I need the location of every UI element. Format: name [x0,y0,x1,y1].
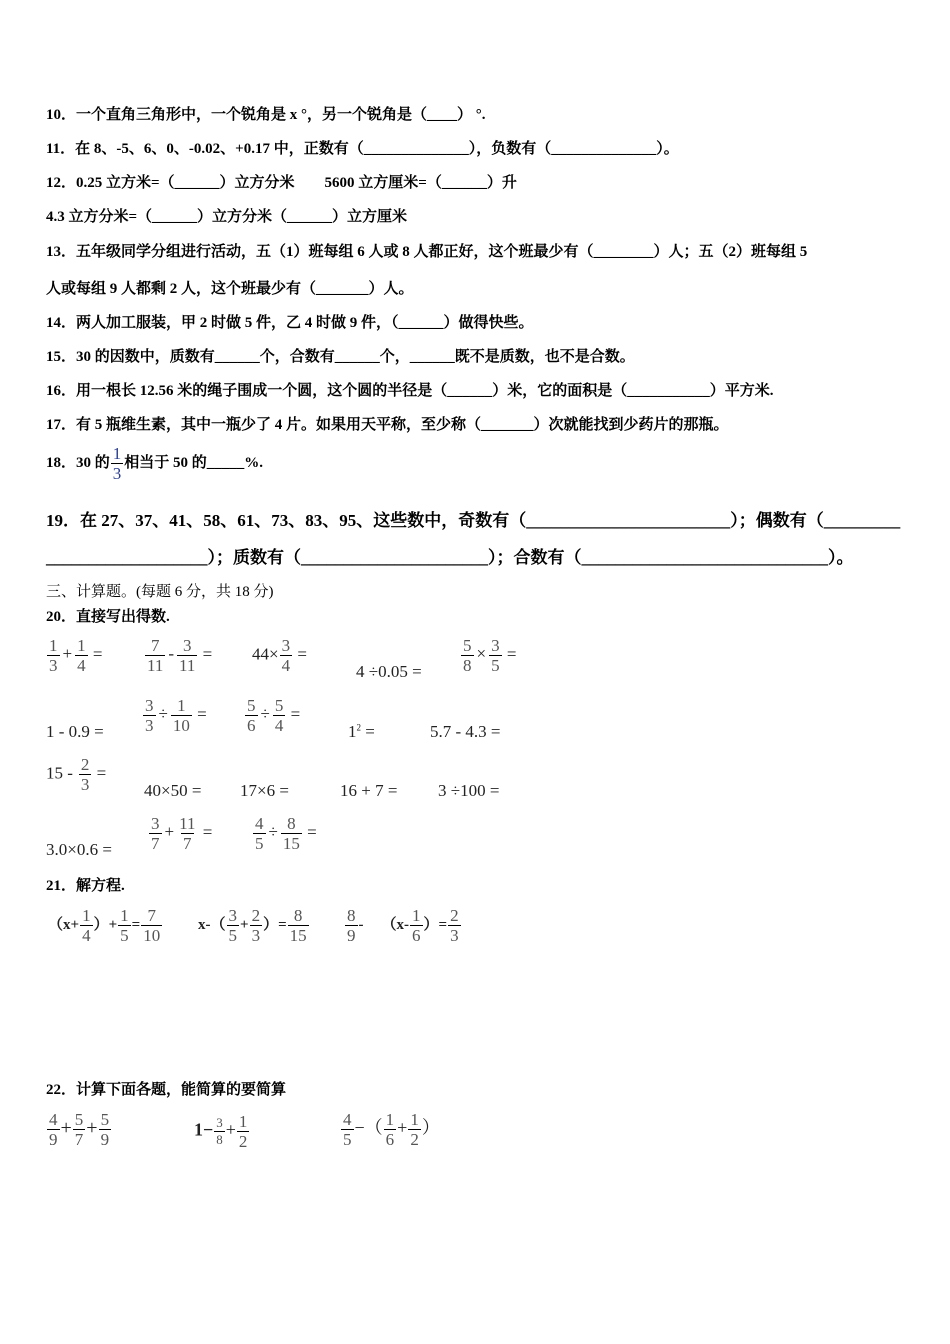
q21-equation-2: x-（ $\frac{3}{5}$ + $\frac{2}{3}$ ）= $\frac{8}{15}$ [198,906,307,945]
question-14: 14．两人加工服装，甲 2 时做 5 件，乙 4 时做 9 件，（______）做得快些。 [46,315,534,331]
q22-problem-3: $\frac{4}{5}$ −（ $\frac{1}{6}$ + $\frac{1}{2}$ ） [343,1110,440,1149]
q18-prefix: 18．30 的 [46,454,110,471]
question-17: 17．有 5 瓶维生素，其中一瓶少了 4 片。如果用天平称，至少称（_______）次就能找到少药片的那瓶。 [46,417,729,433]
question-13-line1: 13．五年级同学分组进行活动，五（1）班每组 6 人或 8 人都正好，这个班最少有（________）人；五（2）班每组 5 [46,244,808,260]
question-11: 11．在 8、-5、6、0、-0.02、+0.17 中，正数有（______________），负数有（______________）。 [46,141,679,157]
question-22: 22．计算下面各题，能简算的要简算 [46,1082,287,1098]
question-12-line1: 12．0.25 立方米=（______）立方分米 5600 立方厘米=（______）升 [46,175,517,191]
question-13-line2: 人或每组 9 人都剩 2 人，这个班最少有（_______）人。 [46,281,414,297]
q20-r1-d: 4 ÷0.05 = [356,662,422,681]
q20-r1-a: $\frac{1}{3}$ + $\frac{1}{4}$ = [49,636,103,675]
q21-equation-3: $\frac{8}{9}$ - （x- $\frac{1}{6}$ ）= $\frac{2}{3}$ [347,906,459,945]
q20-r3-e: 3 ÷100 = [438,781,500,800]
q20-r2-b: $\frac{3}{3}$ ÷ $\frac{1}{10}$ = [145,696,207,735]
q22-problem-1: $\frac{4}{9}$ + $\frac{5}{7}$ + $\frac{5}{9}$ [49,1110,110,1149]
q20-r2-c: $\frac{5}{6}$ ÷ $\frac{5}{4}$ = [247,696,301,735]
section-3-heading: 三、计算题。(每题 6 分，共 18 分) [46,584,274,600]
q18-suffix: 相当于 50 的_____%. [124,454,264,471]
question-10: 10．一个直角三角形中，一个锐角是 x °，另一个锐角是（____） °. [46,107,486,123]
question-15: 15．30 的因数中，质数有______个，合数有______个，______既不是质数，也不是合数。 [46,349,635,365]
q20-r4-c: $\frac{4}{5}$ ÷ $\frac{8}{15}$ = [255,814,317,853]
question-18 [46,444,263,483]
q20-r3-b: 40×50 = [144,781,202,800]
q20-r2-a: 1 - 0.9 = [46,722,104,741]
q20-r2-e: 5.7 - 4.3 = [430,722,501,741]
q20-r4-a: 3.0×0.6 = [46,840,112,859]
q20-r4-b: $\frac{3}{7}$ + $\frac{11}{7}$ = [151,814,213,853]
q22-problem-2: 1− $\frac{3}{8}$ + $\frac{1}{2}$ [194,1112,248,1151]
q20-r3-a: 15 - $\frac{2}{3}$ = [46,755,107,794]
question-19-line1: 19．在 27、37、41、58、61、73、83、95、这些数中，奇数有（________________________）；偶数有（_________ [46,511,901,530]
q20-r3-c: 17×6 = [240,781,289,800]
q21-equation-1: （x+ $\frac{1}{4}$ ）+ $\frac{1}{5}$ = $\frac{7}{10}$ [48,906,161,945]
q20-r2-d: $1^2$ = [348,722,375,741]
question-19-line2: ___________________）；质数有（______________________）；合数有（_____________________________）。 [46,548,854,567]
q20-r3-d: 16 + 7 = [340,781,398,800]
question-20: 20．直接写出得数. [46,609,170,625]
question-21: 21．解方程. [46,878,125,894]
question-16: 16．用一根长 12.56 米的绳子围成一个圆，这个圆的半径是（______）米，它的面积是（___________）平方米. [46,383,774,399]
q20-r1-b: $\frac{7}{11}$ - $\frac{3}{11}$ = [147,636,213,675]
q20-r1-c: 44× $\frac{3}{4}$ = [252,636,307,675]
q20-r1-e: $\frac{5}{8}$ × $\frac{3}{5}$ = [463,636,517,675]
q18-fraction: $\frac{1}{3}$ [112,444,122,483]
question-12-line2: 4.3 立方分米=（______）立方分米（______）立方厘米 [46,209,408,225]
